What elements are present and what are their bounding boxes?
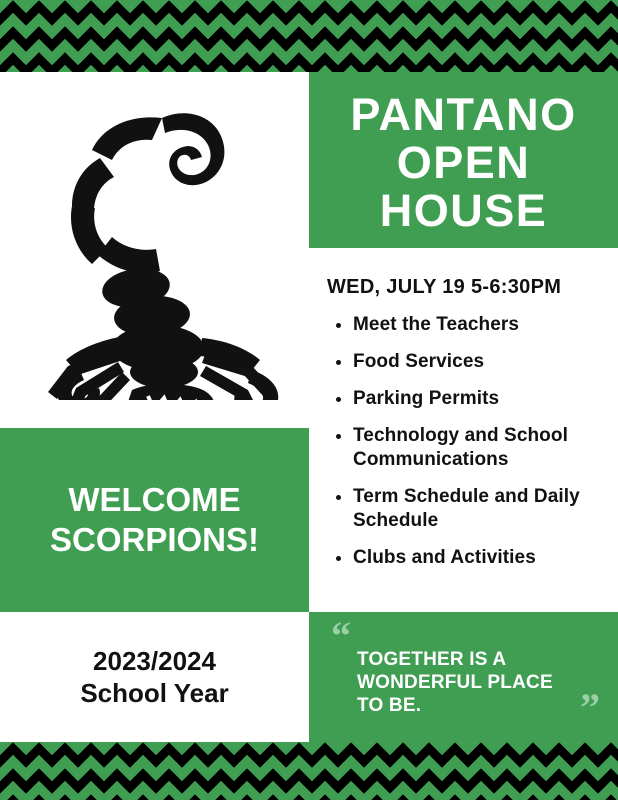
- school-year-label: School Year: [80, 678, 229, 708]
- top-chevron-border: [0, 0, 618, 72]
- welcome-line-2: SCORPIONS!: [49, 521, 260, 558]
- list-item: • Food Services: [353, 350, 602, 374]
- poster-title: [309, 72, 618, 248]
- quote-close-icon: ”: [580, 685, 600, 730]
- title-line-1: PANTANO: [350, 89, 577, 140]
- school-year-value: 2023/2024: [93, 646, 216, 676]
- school-year-block: [0, 612, 309, 742]
- list-item: • Technology and School Communications: [353, 424, 602, 472]
- scorpion-illustration: [0, 72, 309, 428]
- title-line-2: OPEN: [396, 137, 531, 188]
- bottom-chevron-border: [0, 742, 618, 800]
- quote-text: TOGETHER IS A WONDERFUL PLACE TO BE.: [357, 649, 553, 716]
- welcome-line-1: WELCOME: [68, 481, 241, 518]
- list-item: • Parking Permits: [353, 387, 602, 411]
- event-datetime: WED, JULY 19 5-6:30PM: [327, 276, 562, 298]
- event-details: [309, 248, 618, 612]
- poster-body: [0, 72, 618, 742]
- event-topics-list: [327, 313, 602, 570]
- list-item: • Meet the Teachers: [353, 313, 602, 337]
- welcome-banner: [0, 428, 309, 612]
- list-item: • Term Schedule and Daily Schedule: [353, 485, 602, 533]
- title-line-3: HOUSE: [379, 185, 548, 236]
- scorpion-icon: [12, 100, 297, 400]
- quote-block: [309, 612, 618, 742]
- quote-open-icon: “: [331, 613, 351, 658]
- list-item: • Clubs and Activities: [353, 546, 602, 570]
